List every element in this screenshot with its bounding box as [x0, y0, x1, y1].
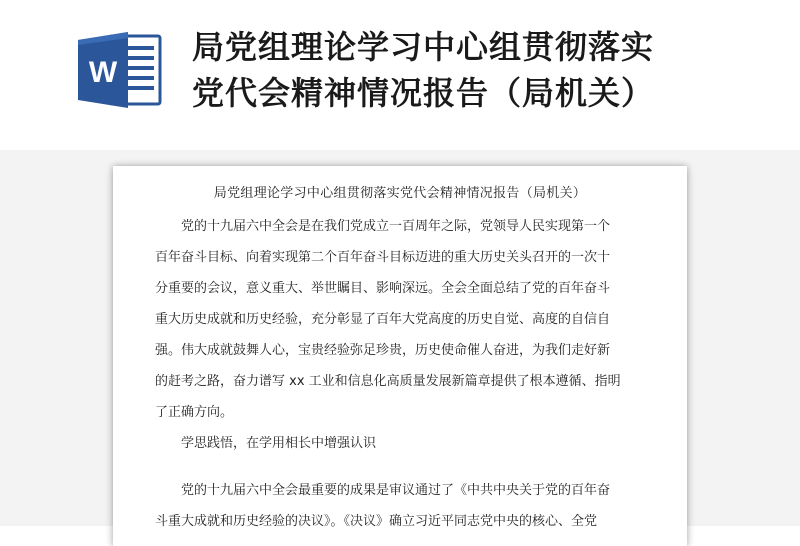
- word-icon: [76, 30, 164, 110]
- header-title: [192, 24, 772, 116]
- section-heading-1: [155, 428, 649, 459]
- paragraph-2: [155, 475, 649, 537]
- document-title: 局党组理论学习中心组贯彻落实党代会精神情况报告（局机关）: [213, 186, 587, 201]
- header-title-line-1: 局党组理论学习中心组贯彻落实: [192, 28, 655, 66]
- word-icon-letter: W: [88, 56, 118, 89]
- document-page: [113, 166, 687, 546]
- section-heading-1-text: 学思践悟，在学用相长中增强认识: [181, 436, 377, 451]
- paragraph-1-line-3: 分重要的会议，意义重大、举世瞩目、影响深远。全会全面总结了党的百年奋斗: [155, 281, 611, 296]
- paragraph-1-line-2: 百年奋斗目标、向着实现第二个百年奋斗目标迈进的重大历史关头召开的一次十: [155, 250, 611, 265]
- paragraph-2-line-2: 斗重大成就和历史经验的决议》。《决议》确立习近平同志党中央的核心、全党: [155, 514, 598, 529]
- paragraph-1-line-6: 的赶考之路，奋力谱写 xx 工业和信息化高质量发展新篇章提供了根本遵循、指明: [155, 374, 621, 389]
- header-title-line-2: 党代会精神情况报告（局机关）: [192, 74, 655, 112]
- paragraph-2-line-1: 党的十九届六中全会最重要的成果是审议通过了《中共中央关于党的百年奋: [181, 483, 611, 498]
- paragraph-1-line-5: 强。伟大成就鼓舞人心，宝贵经验弥足珍贵，历史使命催人奋进，为我们走好新: [155, 343, 611, 358]
- header-banner: [0, 0, 800, 150]
- paragraph-1-line-4: 重大历史成就和历史经验，充分彰显了百年大党高度的历史自觉、高度的自信自: [155, 312, 611, 327]
- paragraph-1-line-1: 党的十九届六中全会是在我们党成立一百周年之际，党领导人民实现第一个: [181, 219, 611, 234]
- paragraph-1: [155, 211, 649, 428]
- paragraph-1-line-7: 了正确方向。: [155, 405, 234, 420]
